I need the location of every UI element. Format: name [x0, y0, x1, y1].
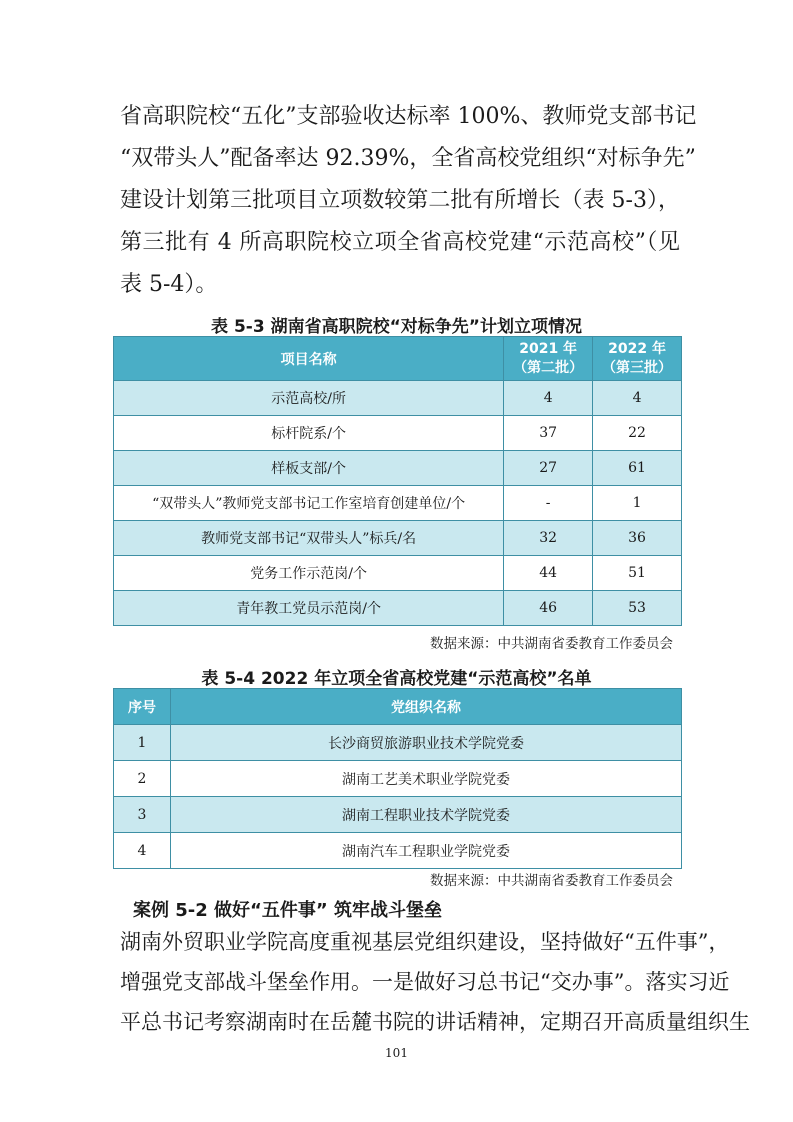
- row-org-name: 湖南汽车工程职业学院党委: [170, 833, 681, 869]
- page-number: 101: [385, 1046, 408, 1060]
- case-line: 湖南外贸职业学院高度重视基层党组织建设，坚持做好“五件事”，: [120, 930, 730, 954]
- row-2021-value: 44: [504, 556, 593, 591]
- row-number: 1: [114, 725, 171, 761]
- row-org-name: 湖南工程职业技术学院党委: [170, 797, 681, 833]
- table-row: [114, 797, 682, 833]
- row-number: 3: [114, 797, 171, 833]
- table-5-4: [113, 688, 682, 869]
- row-number: 4: [114, 833, 171, 869]
- row-2021-value: 32: [504, 521, 593, 556]
- table-row: [114, 451, 682, 486]
- row-2022-value: 1: [593, 486, 682, 521]
- intro-paragraph: [120, 96, 697, 306]
- intro-line: 省高职院校“五化”支部验收达标率 100%、教师党支部书记: [120, 104, 697, 129]
- table-row: [114, 761, 682, 797]
- intro-line: 第三批有 4 所高职院校立项全省高校党建“示范高校”（见: [120, 230, 680, 255]
- header-item-name: 项目名称: [114, 337, 504, 381]
- header-2022: [593, 337, 682, 381]
- row-item-name: 标杆院系/个: [114, 416, 504, 451]
- row-org-name: 湖南工艺美术职业学院党委: [170, 761, 681, 797]
- table-5-3-source: 数据来源：中共湖南省委教育工作委员会: [430, 636, 673, 652]
- table-row: [114, 833, 682, 869]
- row-2021-value: 27: [504, 451, 593, 486]
- intro-line: 表 5-4）。: [120, 272, 218, 297]
- header-number: 序号: [114, 689, 171, 725]
- row-item-name: 教师党支部书记“双带头人”标兵/名: [114, 521, 504, 556]
- row-item-name: 样板支部/个: [114, 451, 504, 486]
- header-2021-batch: （第二批）: [513, 359, 584, 376]
- row-item-name: 示范高校/所: [114, 381, 504, 416]
- header-2021: [504, 337, 593, 381]
- row-item-name: “双带头人”教师党支部书记工作室培育创建单位/个: [114, 486, 504, 521]
- row-2022-value: 61: [593, 451, 682, 486]
- table-row: [114, 725, 682, 761]
- header-2022-year: 2022 年: [608, 340, 666, 357]
- table-row: [114, 486, 682, 521]
- table-5-4-caption: 表 5-4 2022 年立项全省高校党建“示范高校”名单: [201, 669, 592, 689]
- case-line: 增强党支部战斗堡垒作用。一是做好习总书记“交办事”。落实习近: [120, 970, 730, 994]
- table-row: [114, 591, 682, 626]
- row-2021-value: 37: [504, 416, 593, 451]
- row-2022-value: 53: [593, 591, 682, 626]
- table-row: [114, 416, 682, 451]
- case-title: 案例 5-2 做好“五件事” 筑牢战斗堡垒: [133, 900, 442, 921]
- row-2022-value: 36: [593, 521, 682, 556]
- row-2022-value: 22: [593, 416, 682, 451]
- header-2021-year: 2021 年: [519, 340, 578, 357]
- row-2021-value: 46: [504, 591, 593, 626]
- row-item-name: 党务工作示范岗/个: [114, 556, 504, 591]
- header-org-name: 党组织名称: [170, 689, 681, 725]
- row-2022-value: 4: [593, 381, 682, 416]
- case-line: 平总书记考察湖南时在岳麓书院的讲话精神，定期召开高质量组织生: [120, 1010, 750, 1034]
- row-2021-value: 4: [504, 381, 593, 416]
- table-row: [114, 521, 682, 556]
- table-row: [114, 556, 682, 591]
- table-5-4-source: 数据来源：中共湖南省委教育工作委员会: [430, 873, 673, 889]
- row-number: 2: [114, 761, 171, 797]
- table-row: [114, 381, 682, 416]
- row-2021-value: -: [504, 486, 593, 521]
- row-org-name: 长沙商贸旅游职业技术学院党委: [170, 725, 681, 761]
- intro-line: 建设计划第三批项目立项数较第二批有所增长（表 5-3），: [120, 188, 680, 213]
- intro-line: “双带头人”配备率达 92.39%，全省高校党组织“对标争先”: [120, 146, 696, 171]
- table-5-3: [113, 336, 682, 626]
- row-item-name: 青年教工党员示范岗/个: [114, 591, 504, 626]
- row-2022-value: 51: [593, 556, 682, 591]
- header-2022-batch: （第三批）: [602, 359, 673, 376]
- table-5-3-caption: 表 5-3 湖南省高职院校“对标争先”计划立项情况: [211, 317, 582, 337]
- case-paragraph: [120, 922, 750, 1042]
